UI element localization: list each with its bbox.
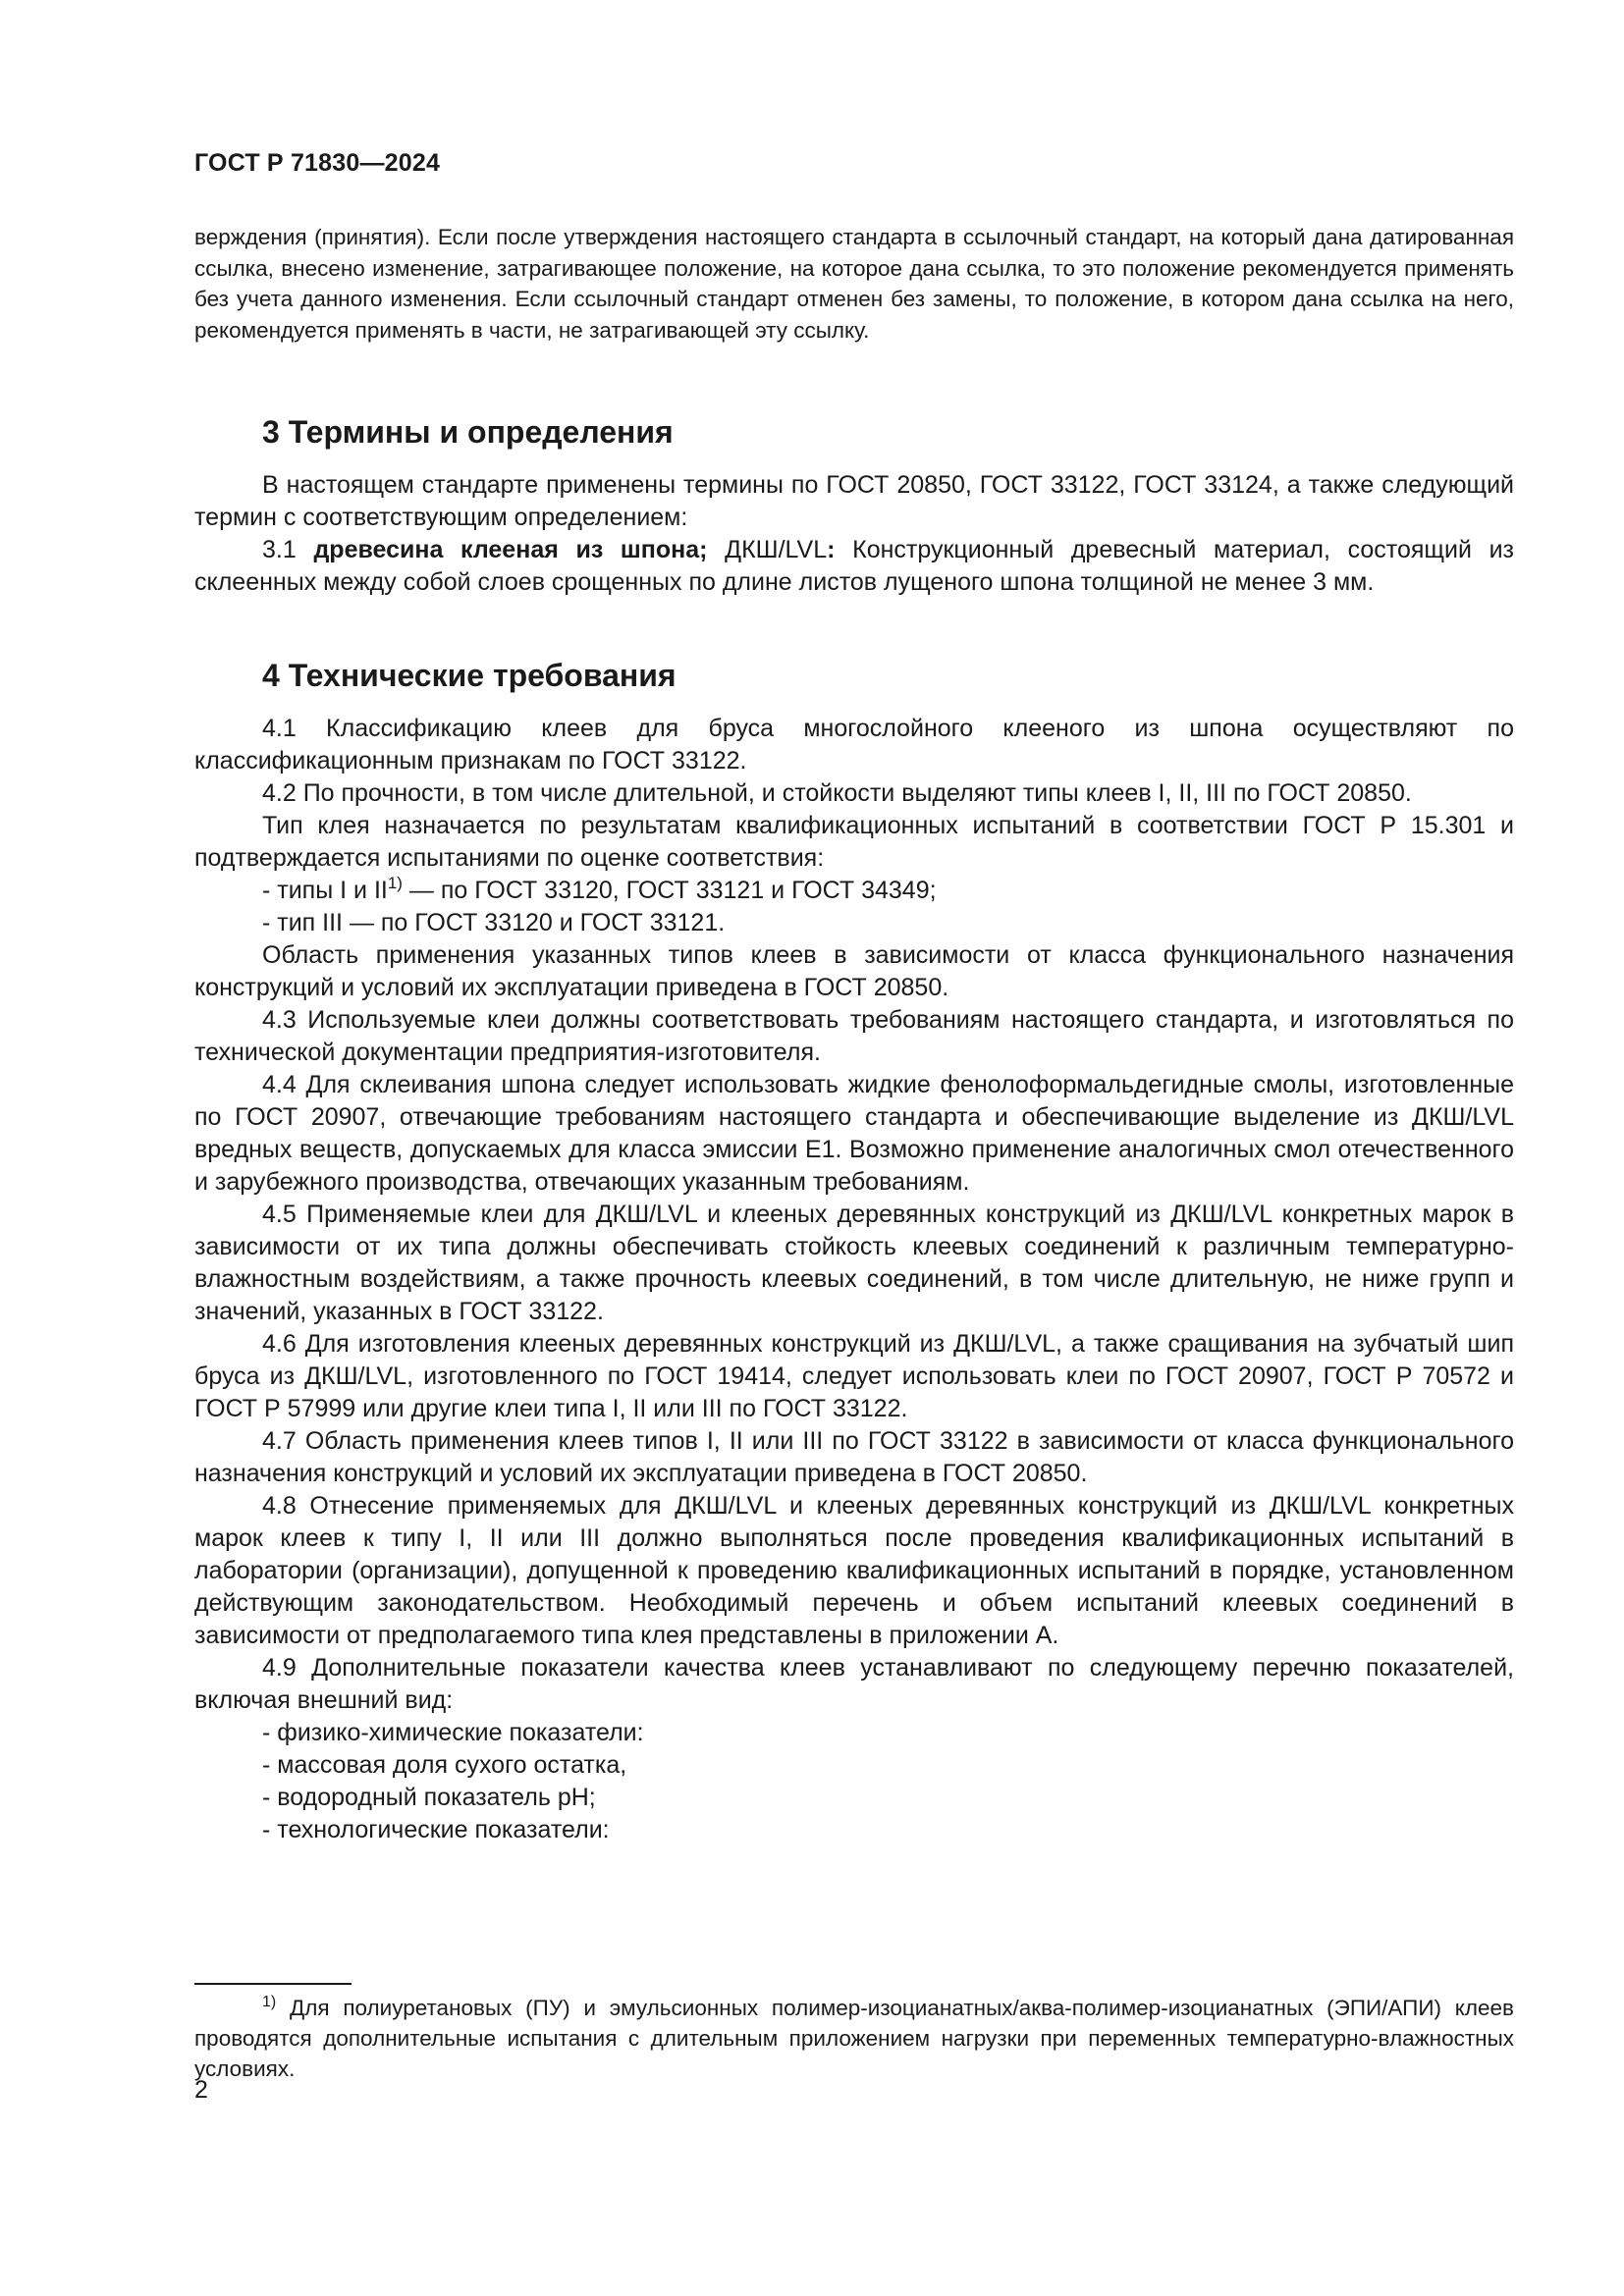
term-colon: : (827, 536, 836, 563)
list-item: - водородный показатель pH; (262, 1784, 596, 1811)
intro-section (194, 222, 1514, 346)
footnote-text: Для полиуретановых (ПУ) и эмульсионных полимер-изоцианатных/аква-полимер-изоцианатных (ЭПИ/АПИ) клеев проводятся дополнительные испытания с длительным приложением нагрузки при переменных температурно-влажностных условиях. (194, 1996, 1514, 2081)
clause-4-3: 4.3 Используемые клеи должны соответствовать требованиям настоящего стандарта, и изготовляться по технической документации предприятия-изготовителя. (194, 1006, 1514, 1066)
list-item-types-1-2 (194, 875, 1514, 907)
clause-4-7: 4.7 Область применения клеев типов I, II или III по ГОСТ 33122 в зависимости от класса функционального назначения конструкций и условий их эксплуатации приведена в ГОСТ 20850. (194, 1427, 1514, 1487)
section-3-paragraph: В настоящем стандарте применены термины по ГОСТ 20850, ГОСТ 33122, ГОСТ 33124, а также следующий термин с соответствующим определением: (194, 471, 1514, 531)
page-content (194, 222, 1514, 1846)
section-3-title: 3 Термины и определения (262, 414, 674, 450)
term-abbreviation: ДКШ/LVL (725, 536, 828, 563)
clause-4-9: 4.9 Дополнительные показатели качества клеев устанавливают по следующему перечню показателей, включая внешний вид: (194, 1654, 1514, 1714)
term-name: древесина клееная из шпона; (313, 536, 708, 563)
list-item-text: — по ГОСТ 33120, ГОСТ 33121 и ГОСТ 34349; (402, 877, 937, 904)
list-item: - физико-химические показатели: (262, 1719, 644, 1746)
clause-4-5: 4.5 Применяемые клеи для ДКШ/LVL и клееных деревянных конструкций из ДКШ/LVL конкретных марок в зависимости от их типа должны обеспечивать стойкость клеевых соединений к различным температурно-влажностным воздействиям, а также прочность клеевых соединений, в том числе длительную, не ниже групп и значений, указанных в ГОСТ 33122. (194, 1201, 1514, 1325)
footnote (194, 1993, 1514, 2084)
list-item: - массовая доля сухого остатка, (262, 1751, 627, 1779)
clause-4-8: 4.8 Отнесение применяемых для ДКШ/LVL и клееных деревянных конструкций из ДКШ/LVL конкретных марок клеев к типу I, II или III должно выполняться после проведения квалификационных испытаний в лаборатории (организации), допущенной к проведению квалификационных испытаний в порядке, установленном действующим законодательством. Необходимый перечень и объем испытаний клеевых соединений в зависимости от предполагаемого типа клея представлены в приложении А. (194, 1492, 1514, 1649)
intro-paragraph: верждения (принятия). Если после утверждения настоящего стандарта в ссылочный стандарт, на который дана датированная ссылка, внесено изменение, затрагивающее положение, на которое дана ссылка, то это положение рекомендуется применять без учета данного изменения. Если ссылочный стандарт отменен без замены, то положение, в котором дана ссылка на него, рекомендуется применять в части, не затрагивающей эту ссылку. (194, 225, 1514, 343)
page-number: 2 (194, 2076, 208, 2104)
footnote-reference: 1) (387, 874, 403, 892)
footnote-divider (194, 1983, 352, 1985)
clause-4-1: 4.1 Классификацию клеев для бруса многослойного клееного из шпона осуществляют по классификационным признакам по ГОСТ 33122. (194, 715, 1514, 774)
adhesive-type-paragraph: Тип клея назначается по результатам квалификационных испытаний в соответствии ГОСТ Р 15.301 и подтверждается испытаниями по оценке соответствия: (194, 812, 1514, 872)
clause-4-6: 4.6 Для изготовления клееных деревянных конструкций из ДКШ/LVL, а также сращивания на зубчатый шип бруса из ДКШ/LVL, изготовленного по ГОСТ 19414, следует использовать клеи по ГОСТ 20907, ГОСТ Р 70572 и ГОСТ Р 57999 или другие клеи типа I, II или III по ГОСТ 33122. (194, 1330, 1514, 1422)
list-item-type-3: - тип III — по ГОСТ 33120 и ГОСТ 33121. (262, 909, 726, 936)
term-definition (194, 534, 1514, 599)
application-area-paragraph: Область применения указанных типов клеев в зависимости от класса функционального назначения конструкций и условий их эксплуатации приведена в ГОСТ 20850. (194, 941, 1514, 1001)
term-description: Конструкционный древесный материал, состоящий из склеенных между собой слоев срощенных по длине листов лущеного шпона толщиной не менее 3 мм. (194, 536, 1515, 596)
list-item-text: - типы I и II (262, 877, 388, 904)
clause-4-4: 4.4 Для склеивания шпона следует использовать жидкие фенолоформальдегидные смолы, изготовленные по ГОСТ 20907, отвечающие требованиям настоящего стандарта и обеспечивающие выделение из ДКШ/LVL вредных веществ, допускаемых для класса эмиссии Е1. Возможно применение аналогичных смол отечественного и зарубежного производства, отвечающих указанным требованиям. (194, 1071, 1514, 1196)
term-number: 3.1 (262, 536, 297, 563)
document-header: ГОСТ Р 71830—2024 (194, 149, 441, 177)
footnote-mark: 1) (262, 1994, 277, 2010)
clause-4-2: 4.2 По прочности, в том числе длительной, и стойкости выделяют типы клеев I, II, III по ГОСТ 20850. (262, 779, 1412, 807)
section-4-title: 4 Технические требования (262, 658, 677, 693)
list-item: - технологические показатели: (262, 1816, 610, 1843)
